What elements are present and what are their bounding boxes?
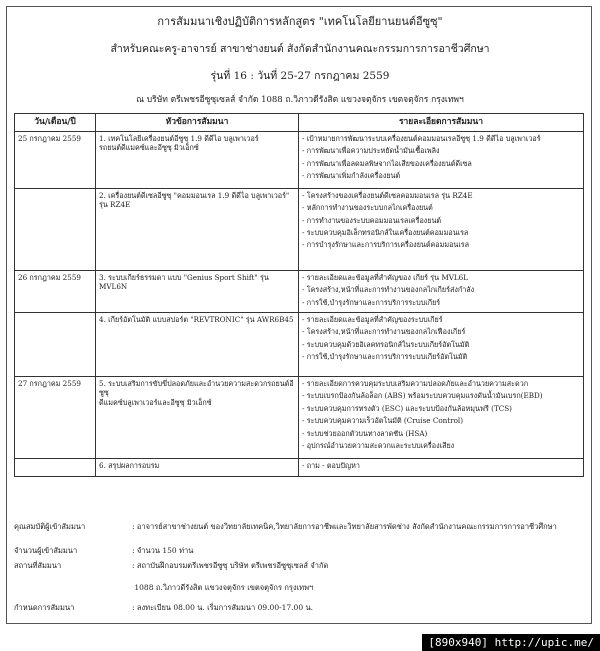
table-row (15, 189, 584, 271)
detail-item: - ถาม - ตอบปัญหา (302, 461, 580, 470)
detail-item: - รายละเอียดและข้อมูลที่สำคัญของ เกียร์ รุ่น MVL6L (302, 273, 580, 282)
row-topic: 1. เทคโนโลยีเครื่องยนต์อีซูซุ 1.9 ดีดีไอ บลูเพาเวอร์ รถยนต์ดีแมคซ์และอีซูซุ มิวเอ็กซ์ (96, 132, 299, 189)
detail-item: - รายละเอียดการควบคุมระบบเสริมความปลอดภัยและอำนวยความสะดวก (302, 379, 580, 388)
table-row (15, 271, 584, 313)
row-date: 26 กรกฎาคม 2559 (15, 271, 96, 313)
detail-item: - การพัฒนาเพิ่มกำลังเครื่องยนต์ (302, 171, 580, 180)
row-details (299, 271, 584, 313)
detail-item: - ระบบควบคุมความเร็วอัตโนมัติ (Cruise Control) (302, 416, 580, 425)
detail-item: - การบำรุงรักษาและการบริการเครื่องยนต์คอมมอนเรล (302, 240, 580, 249)
row-details (299, 377, 584, 459)
row-topic: 2. เครื่องยนต์ดีเซลอีซูซุ "คอมมอนเรล 1.9 ดีดีไอ บลูเพาเวอร์" รุ่น RZ4E (96, 189, 299, 271)
table-row (15, 377, 584, 459)
col-header-date: วัน/เดือน/ปี (15, 114, 96, 132)
row-details (299, 313, 584, 377)
watermark-tag: [890x940] http://upic.me/ (422, 634, 600, 651)
col-header-topic: หัวข้อการสัมมนา (96, 114, 299, 132)
info-value: : อาจารย์สาขาช่างยนต์ ของวิทยาลัยเทคนิค,วิทยาลัยการอาชีพและวิทยาลัยสารพัดช่าง สังกัดสำนักงานคณะกรรมการการอาชีวศึกษา (132, 522, 557, 531)
info-row (14, 582, 313, 594)
detail-item: - โครงสร้างของเครื่องยนต์ดีเซลคอมมอนเรล รุ่น RZ4E (302, 191, 580, 200)
detail-item: - โครงสร้าง,หน้าที่และการทำงานของกลไกเกียร์ส่งกำลัง (302, 285, 580, 294)
venue-line: ณ บริษัท ตรีเพชรอีซูซุเซลส์ จำกัด 1088 ถ.วิภาวดีรังสิต แขวงจตุจักร เขตจตุจักร กรุงเทพฯ (136, 95, 464, 105)
row-date: 27 กรกฎาคม 2559 (15, 377, 96, 459)
info-value: : จำนวน 150 ท่าน (132, 546, 194, 555)
detail-item: - การใช้,บำรุงรักษาและการบริการระบบเกียร์อัตโนมัติ (302, 352, 580, 361)
detail-item: - เป้าหมายการพัฒนาระบบเครื่องยนต์คอมมอนเรลอีซูซุ 1.9 ดีดีไอ บลูเพาเวอร์ (302, 134, 580, 143)
session-line: รุ่นที่ 16 : วันที่ 25-27 กรกฎาคม 2559 (210, 70, 390, 82)
info-row (14, 602, 313, 614)
detail-item: - ระบบควบคุมอิเล็กทรอนิกส์ในเครื่องยนต์คอมมอนเรล (302, 228, 580, 237)
info-row (14, 560, 328, 572)
row-topic: 6. สรุปผลการอบรม (96, 459, 299, 477)
row-topic: 4. เกียร์อัตโนมัติ แบบสปอร์ต "REVTRONIC" รุ่น AWR6B45 (96, 313, 299, 377)
row-topic: 3. ระบบเกียร์ธรรมดา แบบ "Genius Sport Shift" รุ่น MVL6N (96, 271, 299, 313)
document-title: การสัมมนาเชิงปฏิบัติการหลักสูตร "เทคโนโลยียานยนต์อีซูซุ" (157, 15, 443, 28)
detail-item: - อุปกรณ์อำนวยความสะดวกและระบบเครื่องเสียง (302, 441, 580, 450)
info-value: : ลงทะเบียน 08.00 น. เริ่มการสัมมนา 09.00-17.00 น. (132, 603, 313, 612)
col-header-details: รายละเอียดการสัมมนา (299, 114, 584, 132)
schedule-table (14, 113, 584, 477)
row-details (299, 132, 584, 189)
row-date (15, 459, 96, 477)
info-row (14, 545, 193, 557)
table-header-row (15, 114, 584, 132)
row-details (299, 189, 584, 271)
table-row (15, 313, 584, 377)
info-row (14, 521, 557, 533)
info-label: จำนวนผู้เข้าสัมมนา (14, 546, 78, 555)
detail-item: - โครงสร้าง,หน้าที่และการทำงานของกลไกเฟืองเกียร์ (302, 327, 580, 336)
row-date (15, 313, 96, 377)
detail-item: - ระบบเบรกป้องกันล้อล็อก (ABS) พร้อมระบบควบคุมแรงดันน้ำมันเบรก(EBD) (302, 391, 580, 400)
detail-item: - ระบบควบคุมด้วยอิเลคทรอนิกส์ในระบบเกียร์อัตโนมัติ (302, 340, 580, 349)
row-date: 25 กรกฎาคม 2559 (15, 132, 96, 189)
info-label: คุณสมบัติผู้เข้าสัมมนา (14, 522, 86, 531)
table-row (15, 459, 584, 477)
info-value: 1088 ถ.วิภาวดีรังสิต แขวงจตุจักร เขตจตุจักร กรุงเทพฯ (132, 583, 314, 592)
document-subtitle: สำหรับคณะครู-อาจารย์ สาขาช่างยนต์ สังกัดสำนักงานคณะกรรมการการอาชีวศึกษา (110, 43, 490, 55)
detail-item: - รายละเอียดและข้อมูลที่สำคัญของระบบเกียร์ (302, 315, 580, 324)
row-date (15, 189, 96, 271)
detail-item: - การพัฒนาเพื่อลดมลพิษจากไอเสียของเครื่องยนต์ดีเซล (302, 159, 580, 168)
detail-item: - การพัฒนาเพื่อความประหยัดน้ำมันเชื้อเพลิง (302, 146, 580, 155)
info-label: กำหนดการสัมมนา (14, 603, 75, 612)
row-details (299, 459, 584, 477)
detail-item: - การใช้,บำรุงรักษาและการบริการระบบเกียร์ (302, 298, 580, 307)
row-topic: 5. ระบบเสริมการขับขี่ปลอดภัยและอำนวยความสะดวกรถยนต์อีซูซุ ดีแมคซ์บลูเพาเวอร์และอีซูซุ มิวเอ็กซ์ (96, 377, 299, 459)
detail-item: - หลักการทำงานของระบบกลไกเครื่องยนต์ (302, 203, 580, 212)
info-label: สถานที่สัมมนา (14, 561, 62, 570)
detail-item: - ระบบช่วยออกตัวบนทางลาดชัน (HSA) (302, 429, 580, 438)
detail-item: - ระบบควบคุมการทรงตัว (ESC) และระบบป้องกันล้อหมุนฟรี (TCS) (302, 404, 580, 413)
info-value: : สถาบันฝึกอบรมตรีเพชรอีซูซุ บริษัท ตรีเพชรอีซูซุเซลส์ จำกัด (132, 561, 329, 570)
detail-item: - การทำงานของระบบคอมมอนเรลเครื่องยนต์ (302, 216, 580, 225)
table-row (15, 132, 584, 189)
